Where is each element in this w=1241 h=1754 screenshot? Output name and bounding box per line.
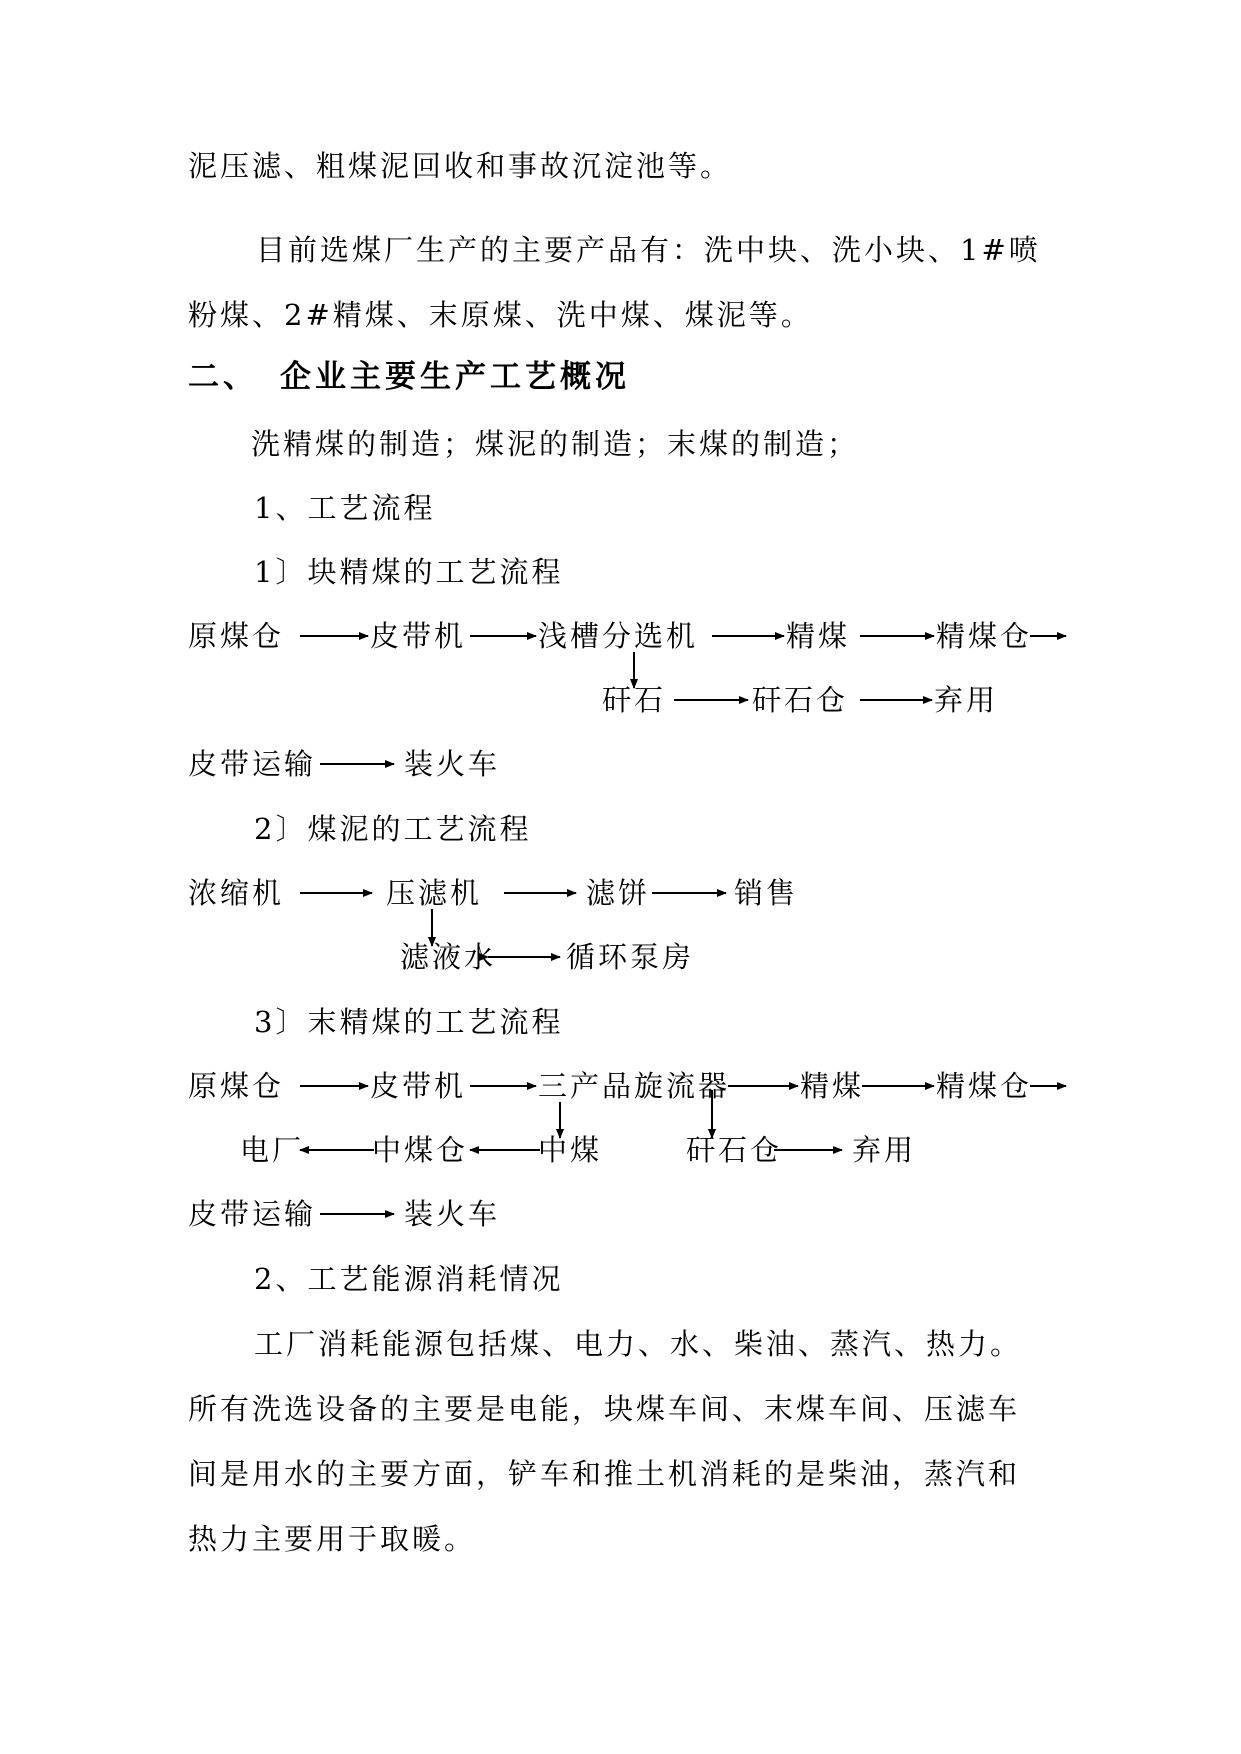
flow3-gangue-bin: 矸石仓 bbox=[686, 1133, 783, 1167]
energy-line-3: 间是用水的主要方面，铲车和推土机消耗的是柴油，蒸汽和 bbox=[188, 1457, 1021, 1491]
products-line-1: 目前选煤厂生产的主要产品有：洗中块、洗小块、1#喷 bbox=[256, 233, 1041, 267]
flow3-belt-transport: 皮带运输 bbox=[188, 1197, 317, 1231]
energy-line-1: 工厂消耗能源包括煤、电力、水、柴油、蒸汽、热力。 bbox=[254, 1327, 1023, 1361]
flow3-discard: 弃用 bbox=[852, 1133, 917, 1167]
flow3-raw-bin: 原煤仓 bbox=[188, 1069, 285, 1103]
flow3-belt: 皮带机 bbox=[370, 1069, 467, 1103]
flow3-cyclone: 三产品旋流器 bbox=[538, 1069, 731, 1103]
flow1-belt-transport: 皮带运输 bbox=[188, 747, 317, 781]
energy-line-4: 热力主要用于取暖。 bbox=[188, 1522, 477, 1556]
flow3-power-plant: 电厂 bbox=[240, 1133, 305, 1167]
flow1-gangue-bin: 矸石仓 bbox=[752, 683, 849, 717]
flow3-clean-coal: 精煤 bbox=[800, 1069, 865, 1103]
flow1-discard: 弃用 bbox=[934, 683, 999, 717]
flow1-separator: 浅槽分选机 bbox=[538, 619, 699, 653]
flow2-thickener: 浓缩机 bbox=[188, 876, 285, 910]
flow3-middling: 中煤 bbox=[538, 1133, 603, 1167]
flow3-clean-bin: 精煤仓 bbox=[936, 1069, 1033, 1103]
section-number: 二、 bbox=[188, 359, 258, 395]
flow1-clean-coal: 精煤 bbox=[786, 619, 851, 653]
subsection-energy: 2、工艺能源消耗情况 bbox=[254, 1262, 564, 1296]
intro-text: 洗精煤的制造；煤泥的制造；末煤的制造； bbox=[251, 427, 860, 461]
flow2-sales: 销售 bbox=[734, 876, 799, 910]
flow3-middling-bin: 中煤仓 bbox=[372, 1133, 469, 1167]
flow2-title: 2〕煤泥的工艺流程 bbox=[254, 812, 532, 846]
flow1-gangue: 矸石 bbox=[602, 683, 667, 717]
flow2-pump-house: 循环泵房 bbox=[566, 940, 695, 974]
energy-line-2: 所有洗选设备的主要是电能，块煤车间、末煤车间、压滤车 bbox=[188, 1392, 1021, 1426]
flow3-train: 装火车 bbox=[404, 1197, 501, 1231]
flow2-filtrate: 滤液水 bbox=[400, 940, 497, 974]
flow1-title: 1〕块精煤的工艺流程 bbox=[254, 555, 564, 589]
products-line-2: 粉煤、2#精煤、末原煤、洗中煤、煤泥等。 bbox=[188, 298, 813, 332]
flow1-train: 装火车 bbox=[404, 747, 501, 781]
flow1-belt: 皮带机 bbox=[370, 619, 467, 653]
flow2-filter-cake: 滤饼 bbox=[586, 876, 651, 910]
subsection-process-flow: 1、工艺流程 bbox=[254, 491, 436, 525]
flow1-raw-bin: 原煤仓 bbox=[188, 619, 285, 653]
flow3-title: 3〕末精煤的工艺流程 bbox=[254, 1005, 564, 1039]
paragraph-continuation: 泥压滤、粗煤泥回收和事故沉淀池等。 bbox=[188, 149, 733, 183]
flow2-filter-press: 压滤机 bbox=[386, 876, 483, 910]
section-title: 企业主要生产工艺概况 bbox=[280, 359, 630, 395]
flow1-clean-bin: 精煤仓 bbox=[936, 619, 1033, 653]
